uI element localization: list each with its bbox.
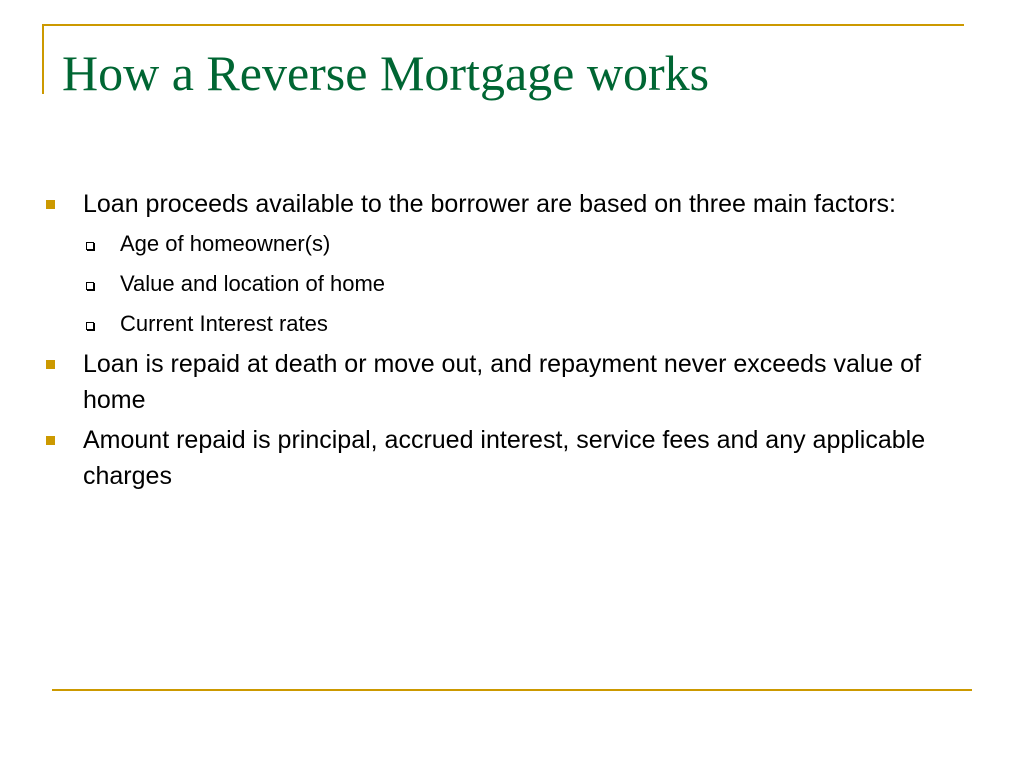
bullet-item-loan-proceeds bbox=[44, 186, 964, 342]
square-bullet-icon bbox=[46, 200, 55, 209]
square-bullet-icon bbox=[46, 436, 55, 445]
bullet-list bbox=[44, 186, 964, 498]
hollow-square-bullet-icon bbox=[86, 242, 94, 250]
hollow-square-bullet-icon bbox=[86, 282, 94, 290]
sub-bullet-text: Age of homeowner(s) bbox=[120, 231, 331, 256]
left-border-line bbox=[42, 24, 44, 94]
sub-bullet-item-age bbox=[83, 226, 964, 262]
hollow-square-bullet-icon bbox=[86, 322, 94, 330]
sub-bullet-text: Value and location of home bbox=[120, 271, 385, 296]
sub-bullet-text: Current Interest rates bbox=[120, 311, 328, 336]
bullet-text: Amount repaid is principal, accrued interest, service fees and any applicable charges bbox=[83, 426, 926, 490]
sub-bullet-list bbox=[83, 226, 964, 342]
bullet-text: Loan is repaid at death or move out, and repayment never exceeds value of home bbox=[83, 350, 922, 414]
bullet-item-repayment bbox=[44, 346, 964, 418]
bullet-item-amount-repaid bbox=[44, 422, 964, 494]
bottom-rule-line bbox=[52, 689, 972, 691]
slide-title: How a Reverse Mortgage works bbox=[62, 45, 710, 101]
square-bullet-icon bbox=[46, 360, 55, 369]
bullet-text: Loan proceeds available to the borrower are based on three main factors: bbox=[83, 190, 896, 218]
top-border-line bbox=[42, 24, 964, 26]
sub-bullet-item-interest bbox=[83, 306, 964, 342]
sub-bullet-item-value bbox=[83, 266, 964, 302]
